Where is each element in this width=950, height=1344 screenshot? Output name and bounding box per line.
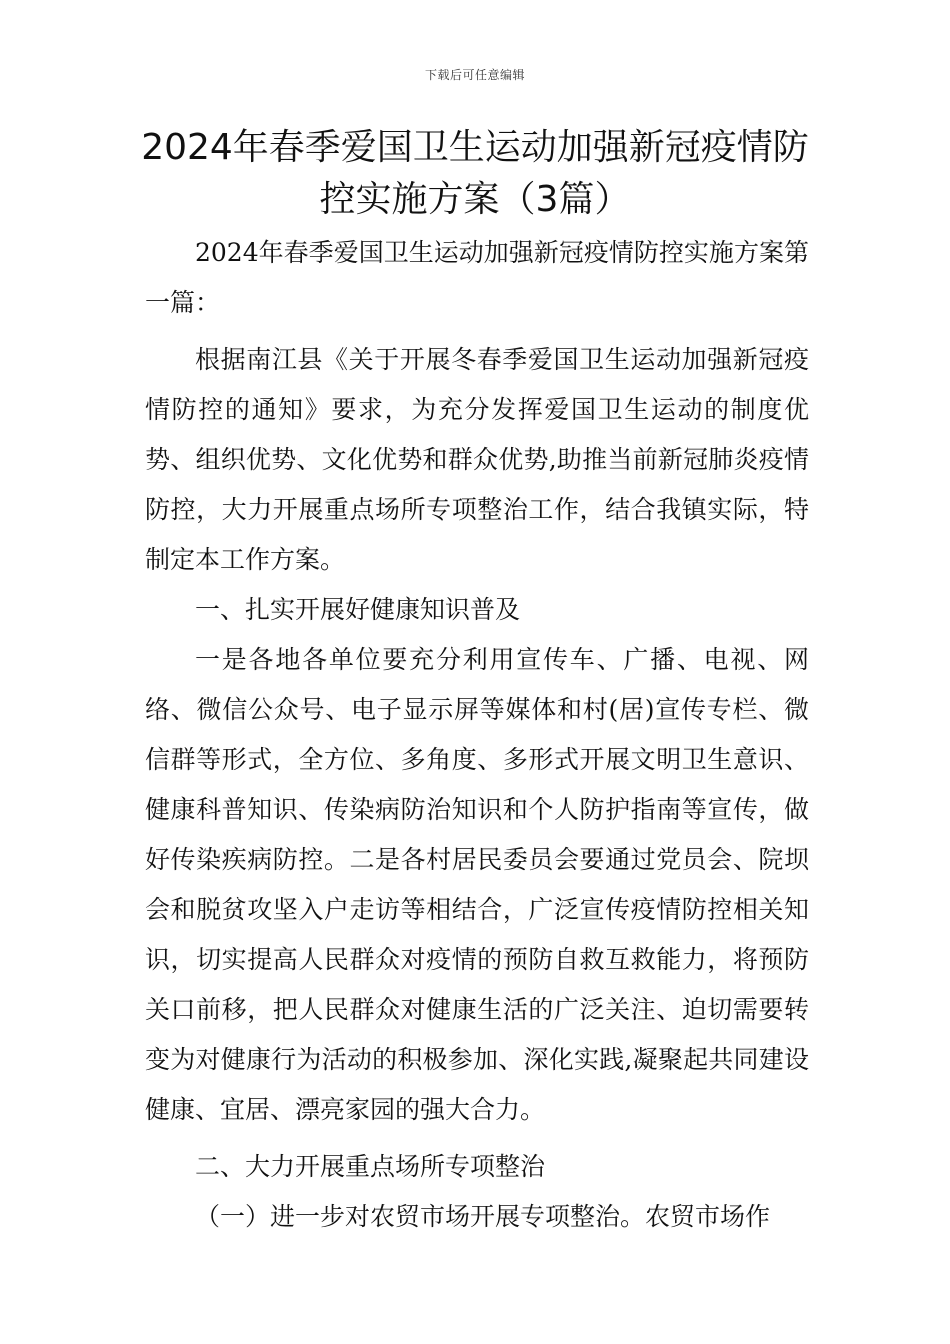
section-heading-1: 一、扎实开展好健康知识普及: [195, 595, 521, 624]
document-title: [100, 122, 850, 226]
paragraph-section-1: 一是各地各单位要充分利用宣传车、广播、电视、网络、微信公众号、电子显示屏等媒体和村(居)宣传专栏、微信群等形式，全方位、多角度、多形式开展文明卫生意识、健康科普知识、传染病防治知识和个人防护指南等宣传，做好传染疾病防控。二是各村居民委员会要通过党员会、院坝会和脱贫攻坚入户走访等相结合，广泛宣传疫情防控相关知识，切实提高人民群众对疫情的预防自救互救能力，将预防关口前移，把人民群众对健康生活的广泛关注、迫切需要转变为对健康行为活动的积极参加、深化实践,凝聚起共同建设健康、宜居、漂亮家园的强大合力。: [145, 645, 809, 1124]
paragraph-subtitle: 2024年春季爱国卫生运动加强新冠疫情防控实施方案第一篇：: [145, 238, 809, 317]
paragraph-section-2-start: （一）进一步对农贸市场开展专项整治。农贸市场作: [195, 1202, 771, 1231]
section-heading-2: 二、大力开展重点场所专项整治: [195, 1152, 546, 1181]
document-body: [145, 228, 809, 1242]
paragraph-intro: 根据南江县《关于开展冬春季爱国卫生运动加强新冠疫情防控的通知》要求，为充分发挥爱国卫生运动的制度优势、组织优势、文化优势和群众优势,助推当前新冠肺炎疫情防控，大力开展重点场所专项整治工作，结合我镇实际，特制定本工作方案。: [145, 345, 809, 574]
title-line-1: 2024年春季爱国卫生运动加强新冠疫情防: [141, 127, 809, 168]
header-note: 下载后可任意编辑: [424, 68, 525, 82]
title-line-2: 控实施方案（3篇）: [319, 179, 631, 220]
